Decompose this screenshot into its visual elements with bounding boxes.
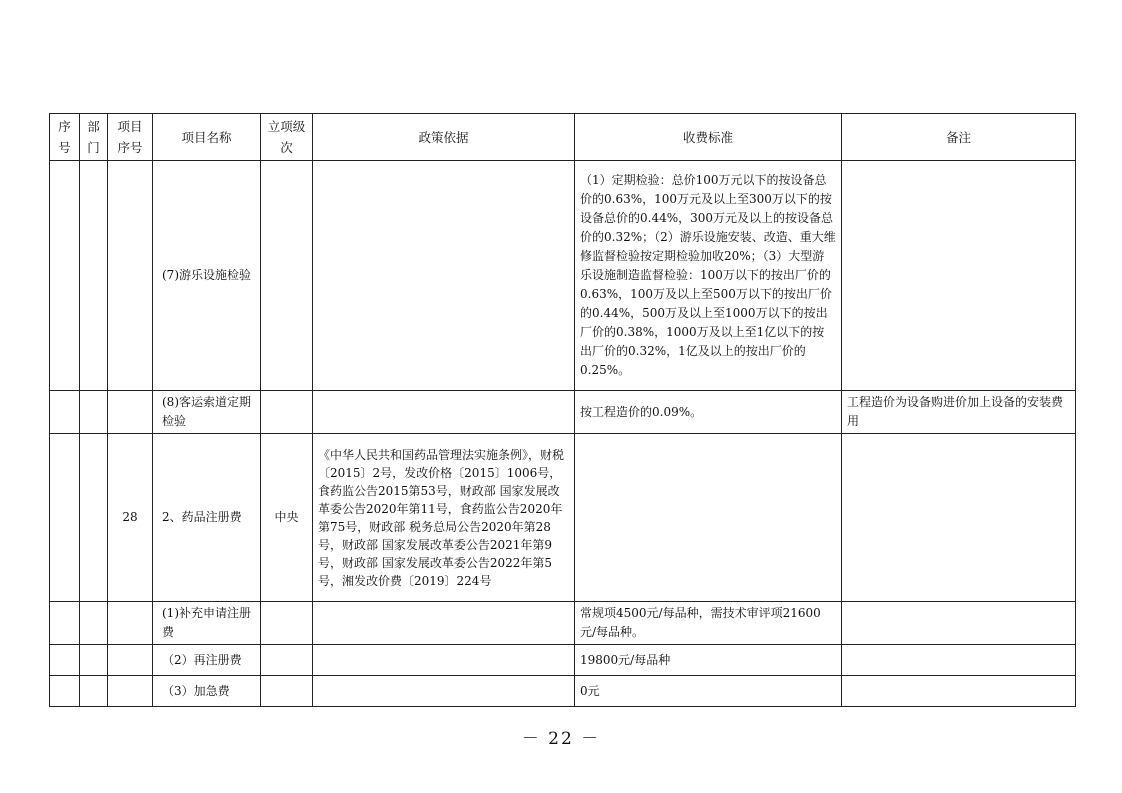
cell-policy (313, 391, 575, 434)
cell-policy (313, 676, 575, 707)
cell-item-name: （3）加急费 (153, 676, 261, 707)
cell-dept (80, 602, 108, 645)
cell-level (261, 391, 313, 434)
cell-dept (80, 645, 108, 676)
cell-seq (50, 391, 80, 434)
cell-item-no (108, 602, 153, 645)
page-number: － 22 － (521, 729, 601, 749)
cell-dept (80, 391, 108, 434)
cell-dept (80, 434, 108, 602)
header-policy: 政策依据 (313, 114, 575, 161)
cell-seq (50, 161, 80, 391)
cell-fee: 常规项4500元/每品种，需技术审评项21600元/每品种。 (575, 602, 842, 645)
header-level: 立项级次 (261, 114, 313, 161)
cell-item-no (108, 391, 153, 434)
cell-item-name: (8)客运索道定期检验 (153, 391, 261, 434)
table-row (50, 391, 1076, 434)
table-row (50, 645, 1076, 676)
cell-fee: 按工程造价的0.09%。 (575, 391, 842, 434)
table-row (50, 434, 1076, 602)
cell-item-name: 2、药品注册费 (153, 434, 261, 602)
cell-dept (80, 161, 108, 391)
cell-item-no (108, 676, 153, 707)
cell-policy: 《中华人民共和国药品管理法实施条例》，财税〔2015〕2号，发改价格〔2015〕1006号，食药监公告2015第53号，财政部 国家发展改革委公告2020年第11号，食药监公告2020年第75号，财政部 税务总局公告2020年第28号，财政部 国家发展改革委公告2021年第9号，财政部 国家发展改革委公告2022年第5号，湘发改价费〔2019〕224号 (313, 434, 575, 602)
cell-fee: （1）定期检验：总价100万元以下的按设备总价的0.63%，100万元及以上至300万以下的按设备总价的0.44%，300万元及以上的按设备总价的0.32%；（2）游乐设施安装、改造、重大维修监督检验按定期检验加收20%；（3）大型游乐设施制造监督检验：100万以下的按出厂价的0.63%，100万及以上至500万以下的按出厂价的0.44%，500万及以上至1000万以下的按出厂价的0.38%，1000万及以上至1亿以下的按出厂价的0.32%，1亿及以上的按出厂价的0.25%。 (575, 161, 842, 391)
cell-dept (80, 676, 108, 707)
cell-policy (313, 602, 575, 645)
cell-note (842, 434, 1076, 602)
cell-seq (50, 434, 80, 602)
cell-level (261, 676, 313, 707)
header-dept: 部门 (80, 114, 108, 161)
cell-note: 工程造价为设备购进价加上设备的安装费用 (842, 391, 1076, 434)
cell-fee (575, 434, 842, 602)
cell-item-name: （2）再注册费 (153, 645, 261, 676)
header-row (50, 114, 1076, 161)
cell-level (261, 645, 313, 676)
cell-policy (313, 645, 575, 676)
cell-level (261, 161, 313, 391)
cell-seq (50, 676, 80, 707)
header-fee: 收费标准 (575, 114, 842, 161)
cell-level (261, 602, 313, 645)
cell-note (842, 602, 1076, 645)
cell-item-no (108, 645, 153, 676)
cell-item-no: 28 (108, 434, 153, 602)
cell-fee: 0元 (575, 676, 842, 707)
table-row (50, 676, 1076, 707)
header-item-no: 项目序号 (108, 114, 153, 161)
cell-note (842, 161, 1076, 391)
cell-seq (50, 645, 80, 676)
cell-note (842, 645, 1076, 676)
header-note: 备注 (842, 114, 1076, 161)
cell-policy (313, 161, 575, 391)
cell-fee: 19800元/每品种 (575, 645, 842, 676)
fee-table (49, 113, 1076, 707)
cell-item-name: (1)补充申请注册费 (153, 602, 261, 645)
cell-level: 中央 (261, 434, 313, 602)
header-seq: 序号 (50, 114, 80, 161)
cell-seq (50, 602, 80, 645)
cell-item-no (108, 161, 153, 391)
header-item-name: 项目名称 (153, 114, 261, 161)
cell-item-name: (7)游乐设施检验 (153, 161, 261, 391)
table-row (50, 161, 1076, 391)
cell-note (842, 676, 1076, 707)
table-row (50, 602, 1076, 645)
